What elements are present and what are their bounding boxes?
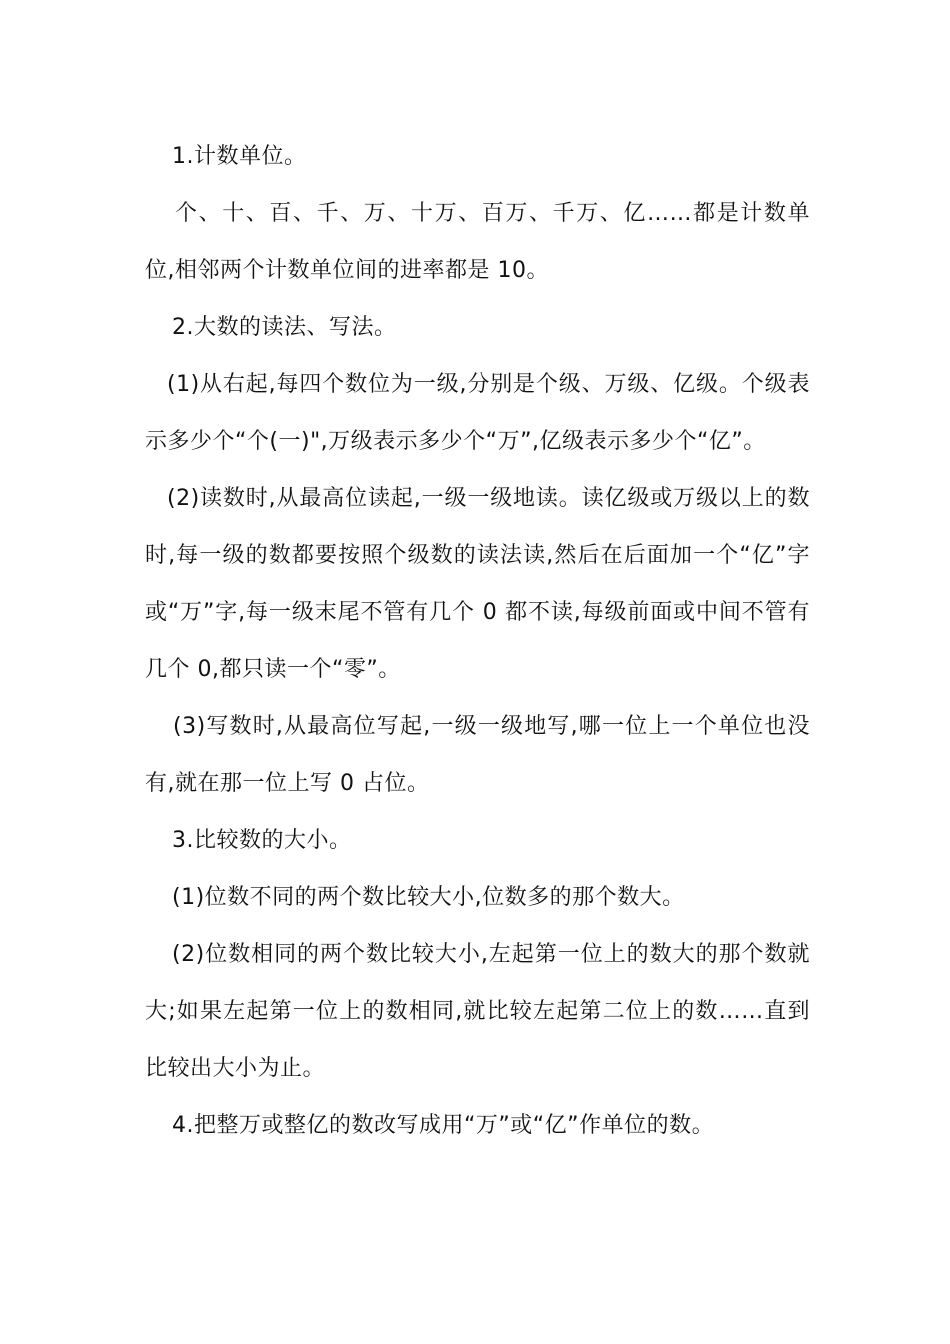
paragraph-reading: (2)读数时,从最高位读起,一级一级地读。读亿级或万级以上的数时,每一级的数都要按照个级数的读法读,然后在后面加一个“亿”字或“万”字,每一级末尾不管有几个 0 都不读,每级前面或中间不管有几个 0,都只读一个“零”。 [145, 486, 810, 682]
paragraph-writing: (3)写数时,从最高位写起,一级一级地写,哪一位上一个单位也没有,就在那一位上写 0 占位。 [145, 714, 810, 796]
heading-reading-writing: 2.大数的读法、写法。 [172, 315, 397, 340]
document-body [145, 128, 810, 1154]
paragraph-counting-units: 个、十、百、千、万、十万、百万、千万、亿……都是计数单位,相邻两个计数单位间的进率都是 10。 [145, 201, 810, 283]
paragraph-compare-same-digits: (2)位数相同的两个数比较大小,左起第一位上的数大的那个数就大;如果左起第一位上的数相同,就比较左起第二位上的数……直到比较出大小为止。 [145, 942, 810, 1081]
heading-rewriting: 4.把整万或整亿的数改写成用“万”或“亿”作单位的数。 [172, 1113, 715, 1138]
heading-counting-units: 1.计数单位。 [172, 144, 307, 169]
heading-comparing: 3.比较数的大小。 [172, 828, 352, 853]
paragraph-compare-digits: (1)位数不同的两个数比较大小,位数多的那个数大。 [172, 885, 685, 910]
paragraph-grouping: (1)从右起,每四个数位为一级,分别是个级、万级、亿级。个级表示多少个“个(一)",万级表示多少个“万”,亿级表示多少个“亿”。 [145, 372, 810, 454]
